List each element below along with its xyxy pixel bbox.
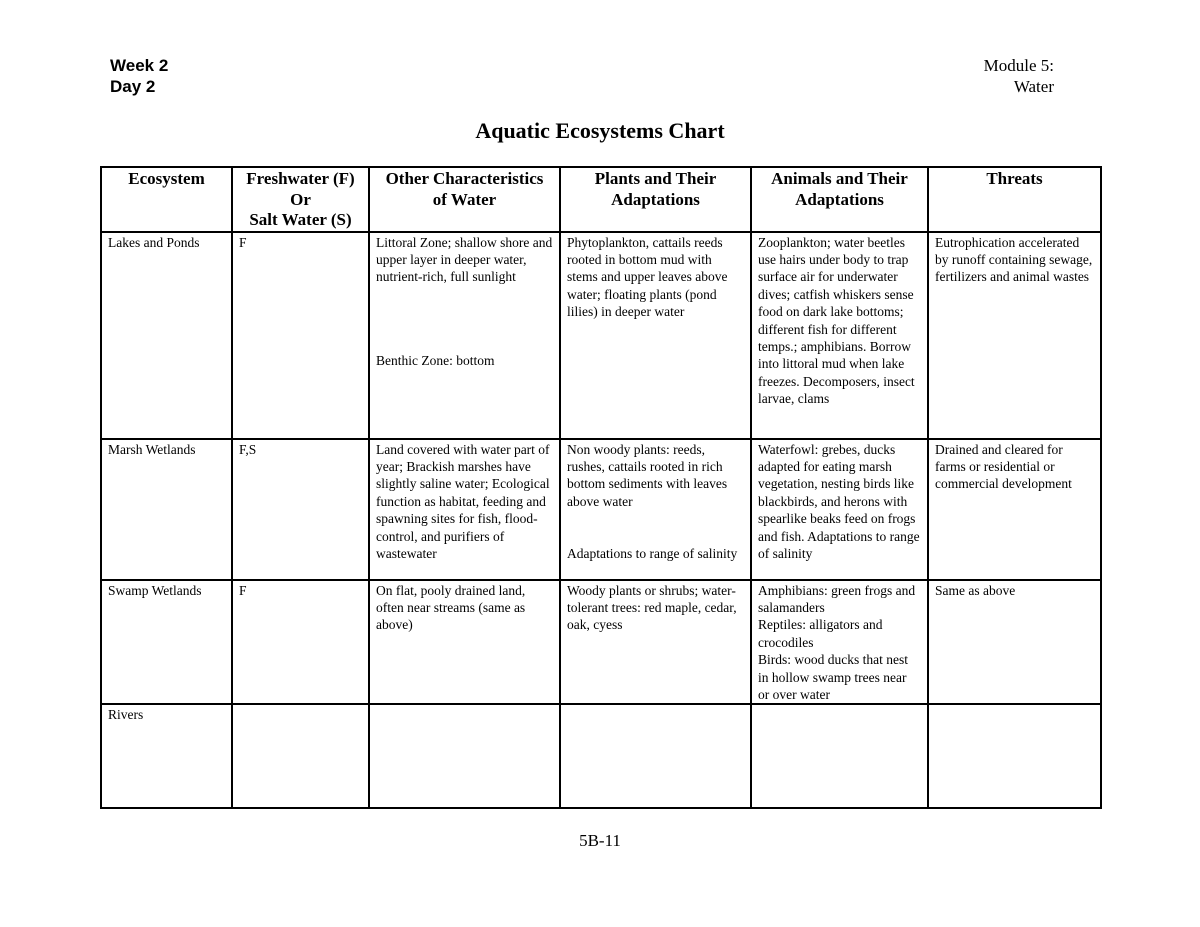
week-day-header xyxy=(110,55,168,97)
day-label: Day 2 xyxy=(110,77,156,96)
threats-cell xyxy=(928,704,1101,808)
ecosystem-cell: Rivers xyxy=(101,704,232,808)
threats-cell: Same as above xyxy=(928,580,1101,705)
plants-text: Phytoplankton, cattails reeds rooted in bottom mud with stems and upper leaves above water; floating plants (pond lilies) in deeper water xyxy=(567,234,728,320)
module-label: Module 5: xyxy=(983,56,1054,75)
water-type-cell: F xyxy=(232,232,369,439)
animals-cell: Zooplankton; water beetles use hairs under body to trap surface air for underwater dives; catfish whiskers sense food on dark lake bottoms; different fish for different temps.; amphibians. Borrow into littoral mud when lake freezes. Decomposers, insect larvae, clams xyxy=(751,232,928,439)
table-row xyxy=(101,580,1101,705)
header-row xyxy=(101,167,1101,232)
page-number: 5B-11 xyxy=(579,831,621,850)
column-header-ecosystem: Ecosystem xyxy=(101,167,232,232)
week-label: Week 2 xyxy=(110,56,169,75)
ecosystem-cell: Swamp Wetlands xyxy=(101,580,232,705)
column-header-water-type: Freshwater (F) Or Salt Water (S) xyxy=(232,167,369,232)
water-type-cell: F,S xyxy=(232,439,369,580)
threats-cell: Drained and cleared for farms or residential or commercial development xyxy=(928,439,1101,580)
table-row xyxy=(101,232,1101,439)
page-title: Aquatic Ecosystems Chart xyxy=(475,118,725,143)
module-header xyxy=(984,55,1054,97)
characteristics-cell xyxy=(369,704,560,808)
plants-cell xyxy=(560,232,751,439)
table-row xyxy=(101,704,1101,808)
threats-cell: Eutrophication accelerated by runoff containing sewage, fertilizers and animal wastes xyxy=(928,232,1101,439)
column-header-animals: Animals and Their Adaptations xyxy=(751,167,928,232)
plants-cell xyxy=(560,439,751,580)
table-row xyxy=(101,439,1101,580)
column-header-threats: Threats xyxy=(928,167,1101,232)
ecosystem-cell: Lakes and Ponds xyxy=(101,232,232,439)
column-header-plants: Plants and Their Adaptations xyxy=(560,167,751,232)
ecosystem-cell: Marsh Wetlands xyxy=(101,439,232,580)
topic-label: Water xyxy=(1013,77,1054,96)
characteristics-text-secondary: Benthic Zone: bottom xyxy=(376,352,495,368)
animals-cell: Waterfowl: grebes, ducks adapted for eating marsh vegetation, nesting birds like blackbirds, and herons with spearlike beaks feed on frogs and fish. Adaptations to range of salinity xyxy=(751,439,928,580)
animals-cell xyxy=(751,704,928,808)
animals-cell: Amphibians: green frogs and salamanders Reptiles: alligators and crocodiles Birds: wood ducks that nest in hollow swamp trees near or over water xyxy=(751,580,928,705)
characteristics-cell: Land covered with water part of year; Brackish marshes have slightly saline water; Ecological function as habitat, feeding and spawning sites for fish, flood-control, and purifiers of wastewater xyxy=(369,439,560,580)
plants-cell: Woody plants or shrubs; water-tolerant trees: red maple, cedar, oak, cyess xyxy=(560,580,751,705)
characteristics-cell xyxy=(369,232,560,439)
column-header-characteristics: Other Characteristics of Water xyxy=(369,167,560,232)
characteristics-text: Littoral Zone; shallow shore and upper layer in deeper water, nutrient-rich, full sunlight xyxy=(376,234,553,285)
plants-text: Non woody plants: reeds, rushes, cattails rooted in rich bottom sediments with leaves above water xyxy=(567,441,728,509)
water-type-cell xyxy=(232,704,369,808)
characteristics-cell: On flat, pooly drained land, often near streams (same as above) xyxy=(369,580,560,705)
plants-cell xyxy=(560,704,751,808)
ecosystems-table xyxy=(100,166,1102,809)
plants-text-secondary: Adaptations to range of salinity xyxy=(567,546,738,562)
water-type-cell: F xyxy=(232,580,369,705)
